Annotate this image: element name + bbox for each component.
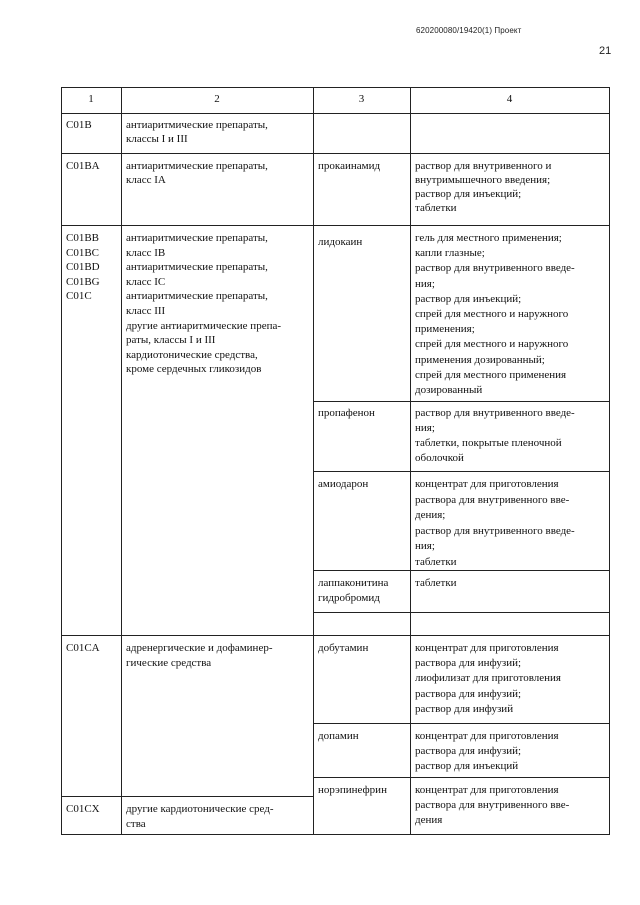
drug-name: пропафенон bbox=[318, 407, 375, 419]
atc-code: C01CX bbox=[66, 803, 100, 815]
table-rule bbox=[61, 153, 610, 154]
column-header: 3 bbox=[358, 93, 365, 105]
table-rule bbox=[313, 612, 610, 613]
table-rule bbox=[61, 635, 610, 636]
drug-name: норэпинефрин bbox=[318, 784, 387, 796]
atc-code: C01B bbox=[66, 119, 92, 131]
atc-group-name: антиаритмические препараты, классы I и III bbox=[126, 119, 268, 145]
atc-group-name: антиаритмические препараты, класс IB антиаритмические препараты, класс IC антиаритмические препараты, класс III другие антиаритмические препа- раты, классы I и III кардиотонические средства, кроме сердечных гликозидов bbox=[126, 232, 282, 376]
column-header: 1 bbox=[88, 93, 94, 105]
atc-code: C01BA bbox=[66, 160, 100, 172]
table-rule bbox=[313, 777, 610, 778]
dosage-forms: гель для местного применения; капли глазные; раствор для внутривенного введе- ния; раствор для инъекций; спрей для местного и наружного применения; спрей для местного и наружного применения дозированный; спрей для местного применения дозированный bbox=[415, 232, 575, 397]
dosage-forms: раствор для внутривенного введе- ния; таблетки, покрытые пленочной оболочкой bbox=[415, 407, 575, 464]
table-rule bbox=[121, 87, 122, 835]
drug-name: лаппаконитина гидробромид bbox=[318, 577, 389, 604]
dosage-forms: раствор для внутривенного и внутримышечного введения; раствор для инъекций; таблетки bbox=[415, 160, 552, 214]
drug-name: допамин bbox=[318, 730, 359, 742]
dosage-forms: концентрат для приготовления раствора для инфузий; раствор для инъекций bbox=[415, 730, 559, 773]
table-rule bbox=[313, 723, 610, 724]
atc-group-name: антиаритмические препараты, класс IA bbox=[126, 160, 268, 186]
column-header: 4 bbox=[506, 93, 513, 105]
drug-name: добутамин bbox=[318, 642, 369, 654]
page-header-id: 620200080/19420(1) Проект bbox=[416, 26, 522, 35]
table-rule bbox=[61, 113, 610, 114]
table-rule bbox=[61, 225, 610, 226]
table-rule bbox=[313, 471, 610, 472]
table-rule bbox=[410, 87, 411, 835]
drug-name: прокаинамид bbox=[318, 160, 381, 172]
atc-code: C01CA bbox=[66, 642, 100, 654]
dosage-forms: концентрат для приготовления раствора для внутривенного вве- дения; раствор для внутривенного введе- ния; таблетки bbox=[415, 478, 575, 568]
atc-group-name: другие кардиотонические сред- ства bbox=[126, 803, 274, 830]
table-rule bbox=[61, 796, 313, 797]
drug-name: лидокаин bbox=[318, 236, 363, 248]
dosage-forms: концентрат для приготовления раствора для внутривенного вве- дения bbox=[415, 784, 570, 827]
atc-code: C01BB C01BC C01BD C01BG C01C bbox=[66, 232, 100, 303]
table-rule bbox=[61, 87, 62, 835]
table-rule bbox=[609, 87, 610, 835]
drug-name: амиодарон bbox=[318, 478, 369, 490]
column-header: 2 bbox=[214, 93, 220, 105]
table-rule bbox=[313, 87, 314, 835]
table-rule bbox=[61, 87, 610, 88]
table-rule bbox=[61, 834, 610, 835]
page-number: 21 bbox=[599, 45, 612, 57]
atc-group-name: адренергические и дофаминер- гические средства bbox=[126, 642, 273, 669]
dosage-forms: концентрат для приготовления раствора для инфузий; лиофилизат для приготовления раствора для инфузий; раствор для инфузий bbox=[415, 642, 561, 715]
dosage-forms: таблетки bbox=[415, 577, 457, 589]
table-rule bbox=[313, 401, 610, 402]
